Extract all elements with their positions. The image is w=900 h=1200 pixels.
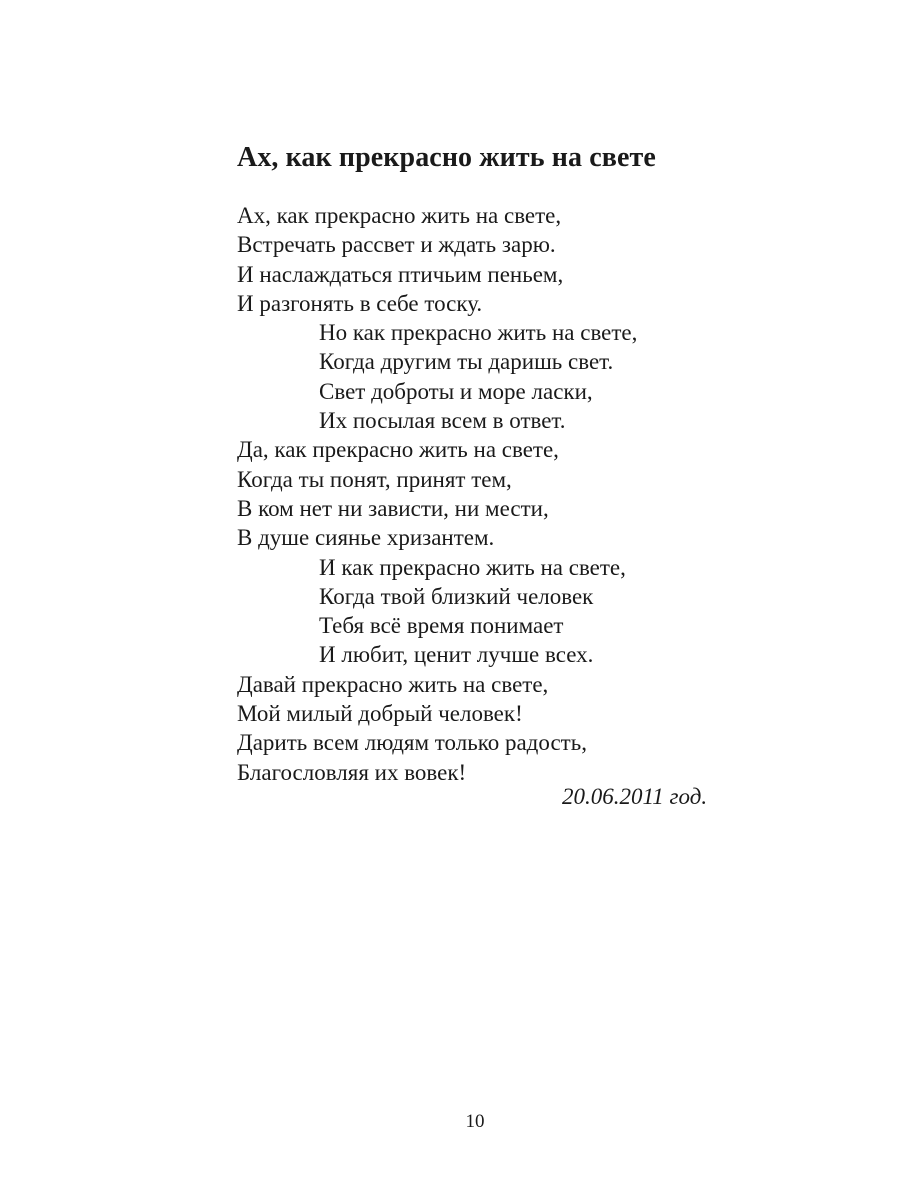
poem-line: Но как прекрасно жить на свете, [319, 320, 638, 346]
poem-body [237, 201, 637, 787]
poem-line: Свет доброты и море ласки, [319, 378, 593, 404]
poem-line: Благословляя их вовек! [237, 759, 467, 785]
poem-line: Мой милый добрый человек! [237, 701, 523, 727]
poem-line: Когда твой близкий человек [319, 583, 594, 609]
page-number: 10 [465, 1111, 485, 1132]
poem-line: Встречать рассвет и ждать зарю. [237, 232, 556, 258]
poem-line: В ком нет ни зависти, ни мести, [237, 495, 549, 521]
poem-line: И наслаждаться птичьим пеньем, [237, 261, 564, 287]
poem-line: Давай прекрасно жить на свете, [237, 671, 549, 697]
poem-line: Дарить всем людям только радость, [237, 730, 587, 756]
poem-line: Ах, как прекрасно жить на свете, [237, 203, 562, 228]
poem-line: Тебя всё время понимает [319, 613, 564, 639]
poem-title: Ах, как прекрасно жить на свете [237, 142, 656, 173]
poem-line: Когда ты понят, принят тем, [237, 466, 512, 492]
poem-line: И разгонять в себе тоску. [237, 290, 483, 316]
poem-line: Да, как прекрасно жить на свете, [237, 437, 559, 463]
poem-line: В душе сиянье хризантем. [237, 525, 495, 551]
poem-line: Когда другим ты даришь свет. [319, 349, 614, 375]
poem-line: И как прекрасно жить на свете, [319, 554, 626, 580]
poem-line: Их посылая всем в ответ. [319, 408, 566, 434]
poem-date: 20.06.2011 год. [562, 784, 708, 809]
poem-line: И любит, ценит лучше всех. [319, 642, 594, 668]
